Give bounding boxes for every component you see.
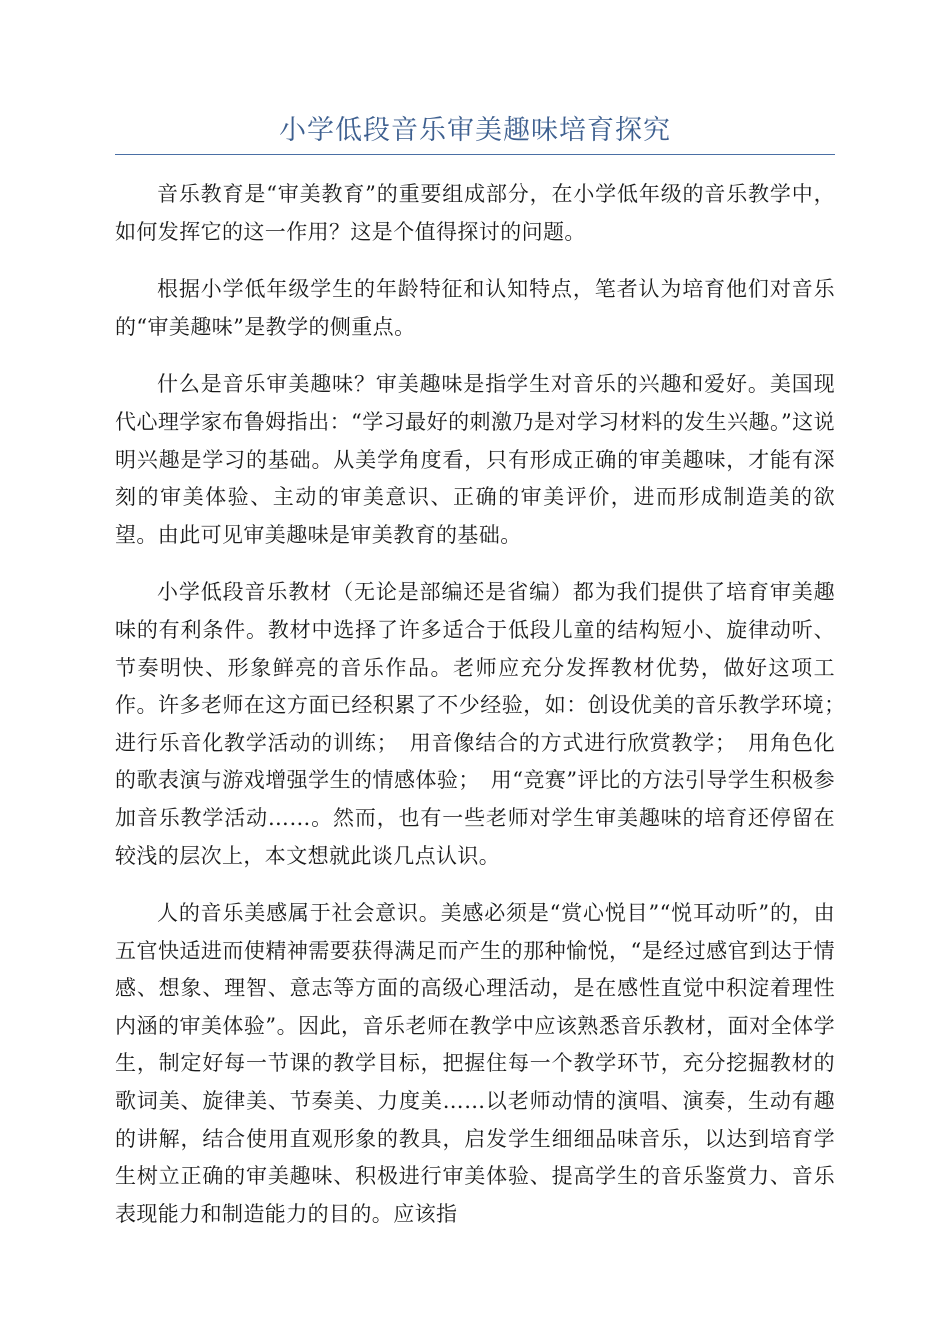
paragraph-5: 人的音乐美感属于社会意识。美感必须是“赏心悦目”“悦耳动听”的，由五官快适进而使精神需要获得满足而产生的那种愉悦，“是经过感官到达于情感、想象、理智、意志等方面的高级心理活动，是在感性直觉中积淀着理性内涵的审美体验”。因此，音乐老师在教学中应该熟悉音乐教材，面对全体学生，制定好每一节课的教学目标，把握住每一个教学环节，充分挖掘教材的歌词美、旋律美、节奏美、力度美……以老师动情的演唱、演奏，生动有趣的讲解，结合使用直观形象的教具，启发学生细细品味音乐，以达到培育学生树立正确的审美趣味、积极进行审美体验、提高学生的音乐鉴赏力、音乐表现能力和制造能力的目的。应该指 (115, 901, 835, 1226)
title-block (115, 112, 835, 155)
paragraph-3: 什么是音乐审美趣味？审美趣味是指学生对音乐的兴趣和爱好。美国现代心理学家布鲁姆指出：“学习最好的刺激乃是对学习材料的发生兴趣。”这说明兴趣是学习的基础。从美学角度看，只有形成正确的审美趣味，才能有深刻的审美体验、主动的审美意识、正确的审美评价，进而形成制造美的欲望。由此可见审美趣味是审美教育的基础。 (115, 372, 835, 547)
document-body (115, 176, 857, 1253)
page-title: 小学低段音乐审美趣味培育探究 (279, 115, 671, 146)
paragraph-2: 根据小学低年级学生的年龄特征和认知特点，笔者认为培育他们对音乐的“审美趣味”是教学的侧重点。 (115, 277, 835, 339)
paragraph-1: 音乐教育是“审美教育”的重要组成部分，在小学低年级的音乐教学中，如何发挥它的这一作用？这是个值得探讨的问题。 (115, 182, 835, 244)
paragraph-4: 小学低段音乐教材（无论是部编还是省编）都为我们提供了培育审美趣味的有利条件。教材中选择了许多适合于低段儿童的结构短小、旋律动听、节奏明快、形象鲜亮的音乐作品。老师应充分发挥教材优势，做好这项工作。许多老师在这方面已经积累了不少经验，如：创设优美的音乐教学环境； 进行乐音化教学活动的训练； 用音像结合的方式进行欣赏教学； 用角色化的歌表演与游戏增强学生的情感体验； 用“竞赛”评比的方法引导学生积极参加音乐教学活动……。然而，也有一些老师对学生审美趣味的培育还停留在较浅的层次上，本文想就此谈几点认识。 (115, 580, 857, 868)
